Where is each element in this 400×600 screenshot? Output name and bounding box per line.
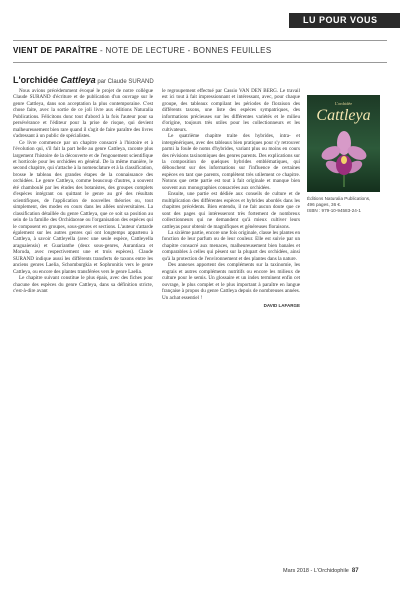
section-tab: LU POUR VOUS: [289, 13, 400, 28]
article-title-italic: Cattleya: [60, 75, 96, 85]
header-title: VIENT DE PARAÎTRE: [13, 46, 98, 55]
paragraph: Des annexes apportent des compléments sur la taxinomie, les engrais et autres compléments nutritifs ou encore les milieux de culture pour le semis. Un glossaire et un index terminent enfin cet ouvrage, le plus complet et le plus important à paraître en langue française à propos du genre Cattleya depuis de nombreuses années. Un achat essentiel !: [162, 262, 300, 301]
top-rule: [13, 40, 387, 41]
paragraph: Le chapitre suivant constitue le plus épais, avec des fiches pour chacune des espèces du genre Cattleya, dans sa définition stricte, c'est-à-dire avant: [13, 275, 153, 295]
paragraph: Nous avions précédemment évoqué le projet de notre collègue Claude SURAND d'écriture et de publication d'un ouvrage sur le genre Cattleya, dans son acceptation la plus contemporaine. C'est chose faite, avec la sortie de ce joli livre aux éditions Naturalia Publications. Félicitons donc tout d'abord à la fois l'auteur pour sa persévérance et l'éditeur pour la prise de risque, qui devient malheureusement bien rare quand il s'agit de faire paraître des livres s'adressant à un public de spécialistes.: [13, 88, 153, 140]
article-title-plain: L'orchidée: [13, 75, 61, 85]
cover-small-title: L'orchidée: [335, 101, 352, 106]
page-footer: [283, 568, 359, 574]
book-cover-image: [307, 95, 380, 192]
article-column-2: [162, 88, 300, 309]
paragraph: Le quatrième chapitre traite des hybrides, intra- et intergénériques, avec des tableaux bien pratiques pour s'y retrouver parmi la foule de noms d'hybrides, variant plus ou moins en cours des révisions taxinomiques des genres parents. Des explications sur la composition de quelques hybrides emblématiques, qui débouchent sur des informations sur l'influence de certaines espèces en tant que parents, complètent très utilement ce chapitre. Notons que cette partie est tout à fait originale et manque bien souvent aux monographies consacrées aux orchidées.: [162, 133, 300, 191]
article-byline: par Claude SURAND: [95, 79, 154, 85]
author-signature: DAVID LAFARGE: [263, 302, 300, 308]
paragraph: La sixième partie, encore une fois originale, classe les plantes en fonction de leur parfum ou de leur couleur. Elle est suivie par un chapitre consacré aux menaces, malheureusement bien banales et comparables à celles qui pèsent sur la plupart des orchidées, ainsi qu'à la protection de l'environnement et des plantes dans la nature.: [162, 229, 300, 262]
paragraph: le regroupement effectué par Cassio VAN DEN BERG. Le travail est ici tout à fait impressionnant et intéressant, avec, pour chaque groupe, des tableaux compilant les périodes de floraison des différents taxons, une liste des espèces sympatriques, des informations précieuses sur les différentes variétés et le milieu d'origine, toujours très utiles pour les collectionneurs et les cultivateurs.: [162, 88, 300, 133]
footer-text: Mars 2018 - L'Orchidophile: [283, 568, 349, 574]
article-title: [13, 75, 154, 85]
article-column-1: [13, 88, 153, 295]
paragraph: Ce livre commence par un chapitre consacré à l'histoire et à l'évolution qui, s'il fait la part belle au genre Cattleya, raconte plus largement l'histoire de la découverte et de l'engouement scientifique et horticole pour les orchidées en général. De la même manière, le second chapitre, qui s'attache à la nomenclature et à la classification, brosse le tableau des grandes étapes de la connaissance des orchidées. Le genre Cattleya, comme beaucoup d'autres, a souvent été chamboulé par les études des botanistes, des groupes complets d'espèces intégrant ou quittant le genre au gré des résultats scientifiques, de l'application de nouvelles théories ou, tout simplement, des modes en cours dans les allées universitaires. La classification détaillée du genre Cattleya, que ce soit sa position au sein de la famille des Orchidaceae ou l'organisation des espèces qui le composent en groupes, sous-genres et sections. L'auteur s'attarde également sur les autres genres qui ont longtemps appartenu à Cattleya, à savoir Cattleyella (avec une seule espèce, Cattleyella araguaiensis) et Guarianthe (deux sous-genres, Aurantiaca et Moruda, avec respectivement une et trois espèces). Claude SURAND indique aussi les différents transferts de taxons entre les anciens genres Laelia, Schomburgkia et Sophronitis vers le genre Cattleya, ou encore des plantes transférées vers le genre Laelia.: [13, 139, 153, 275]
caption-isbn: ISBN : 979-10-94583-24-1: [307, 208, 361, 213]
book-caption: [307, 196, 387, 214]
page-number: 87: [351, 568, 359, 574]
paragraph: Ensuite, une partie est dédiée aux conseils de culture et de multiplication des différentes espèces et hybrides abordés dans les chapitres précédents. Bien entendu, il ne fait aucun doute que ce sont des pages qui intéresseront très fortement de nombreux collectionneurs qui ne demandent qu'à mieux cultiver leurs cattleyas pour obtenir de magnifiques et généreuses floraisons.: [162, 191, 300, 230]
section-header: [13, 46, 271, 55]
cover-title: Cattleya: [316, 107, 371, 124]
caption-pages-price: 496 pages, 36 €.: [307, 202, 342, 207]
caption-publisher: Éditions Naturalia Publications,: [307, 196, 371, 201]
orchid-flower-illustration: [321, 129, 367, 187]
header-subtitle: - NOTE DE LECTURE - BONNES FEUILLES: [97, 46, 272, 55]
header-rule: [13, 62, 387, 63]
